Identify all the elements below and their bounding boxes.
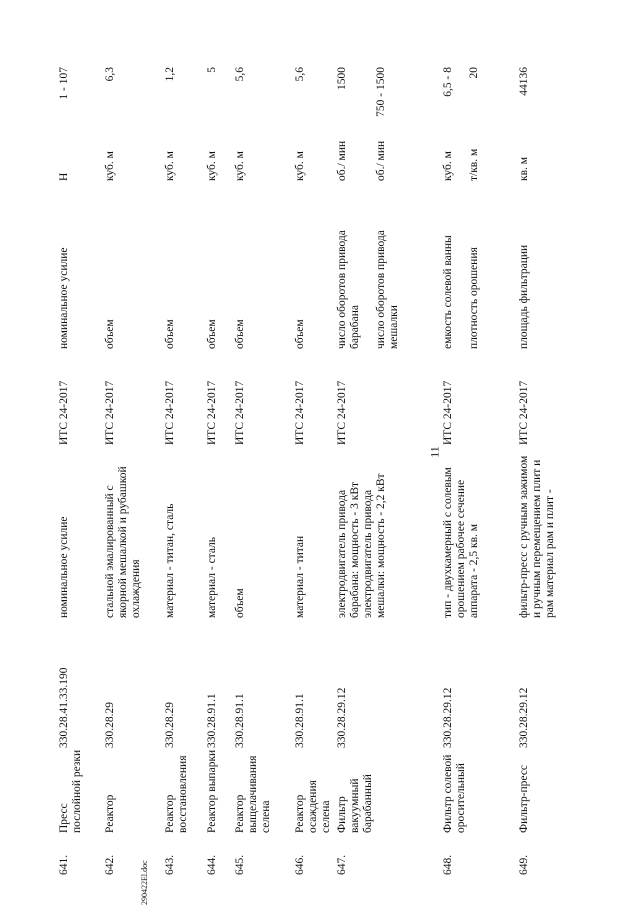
row-number: 641. (58, 854, 70, 875)
reference-doc: ИТС 24-2017 (518, 380, 530, 445)
description: электродвигатель привода барабана: мощность - 3 кВт электродвигатель привода мешалки: мощность - 2,2 кВт (336, 473, 387, 618)
value: 1,2 (164, 67, 176, 82)
okpd-code: 330.28.91.1 (206, 693, 218, 748)
equipment-name: Фильтр-пресс (518, 764, 530, 833)
value: 1 - 107 (58, 67, 70, 100)
parameter: площадь фильтрации (518, 244, 530, 349)
okpd-code: 330.28.91.1 (234, 693, 246, 748)
okpd-code: 330.28.91.1 (294, 693, 306, 748)
parameter: объем (234, 319, 246, 349)
description: материал - сталь (206, 536, 218, 618)
parameter: плотность орошения (468, 247, 480, 349)
row-number: 647. (336, 854, 348, 875)
value: 5 (206, 67, 218, 73)
okpd-code: 330.28.41.33.190 (58, 667, 70, 748)
equipment-name: Реактор (104, 794, 116, 833)
equipment-name: Реактор осаждения селена (294, 780, 332, 833)
parameter: объем (164, 319, 176, 349)
value: 1500 (336, 67, 348, 90)
reference-doc: ИТС 24-2017 (164, 380, 176, 445)
unit: куб. м (294, 151, 306, 181)
unit: куб. м (164, 151, 176, 181)
unit: куб. м (104, 151, 116, 181)
reference-doc: ИТС 24-2017 (336, 380, 348, 445)
parameter: номинальное усилие (58, 247, 70, 349)
value: 6,5 - 8 (442, 67, 454, 97)
reference-doc: ИТС 24-2017 (234, 380, 246, 445)
row-number: 645. (234, 854, 246, 875)
parameter: объем (206, 319, 218, 349)
equipment-name: Реактор выщелачивания селена (234, 755, 272, 833)
row-number: 649. (518, 854, 530, 875)
description: фильтр-пресс с ручным зажимом и ручным перемещением плит и рам материал рам и плит - (518, 455, 556, 618)
unit: об./ мин (375, 140, 387, 181)
unit: кв. м (518, 156, 530, 181)
reference-doc: ИТС 24-2017 (442, 380, 454, 445)
okpd-code: 330.28.29.12 (518, 687, 530, 748)
value: 5,6 (294, 67, 306, 82)
description: материал - титан (294, 535, 306, 618)
value: 44136 (518, 67, 530, 96)
value: 20 (468, 67, 480, 79)
reference-doc: ИТС 24-2017 (58, 380, 70, 445)
description: номинальное усилие (58, 516, 70, 618)
unit: об./ мин (336, 140, 348, 181)
parameter: емкость солевой ванны (442, 235, 454, 349)
reference-doc: ИТС 24-2017 (294, 380, 306, 445)
unit: куб. м (206, 151, 218, 181)
parameter: число оборотов привода барабана (336, 230, 361, 349)
value: 6,3 (104, 67, 116, 82)
parameter: число оборотов привода мешалки (375, 230, 400, 349)
value: 5,6 (234, 67, 246, 82)
page-number: 11 (427, 446, 442, 458)
equipment-name: Реактор выпарки (206, 749, 218, 833)
unit: т/кв. м (468, 148, 480, 181)
reference-doc: ИТС 24-2017 (206, 380, 218, 445)
parameter: объем (294, 319, 306, 349)
unit: Н (58, 172, 70, 181)
rotated-table (58, 67, 578, 875)
row-number: 644. (206, 854, 218, 875)
reference-doc: ИТС 24-2017 (104, 380, 116, 445)
unit: куб. м (442, 151, 454, 181)
row-number: 642. (104, 854, 116, 875)
okpd-code: 330.28.29 (164, 702, 176, 748)
description: стальной эмалированный с якорной мешалкой и рубашкой охлаждения (104, 466, 142, 618)
okpd-code: 330.28.29 (104, 702, 116, 748)
row-number: 643. (164, 854, 176, 875)
equipment-name: Пресс послойной резки (58, 749, 83, 833)
description: тип - двухкамерный с солевым орошением рабочее сечение аппарата - 2,5 кв. м (442, 467, 480, 618)
value: 750 - 1500 (375, 67, 387, 117)
okpd-code: 330.28.29.12 (336, 687, 348, 748)
unit: куб. м (234, 151, 246, 181)
equipment-name: Реактор восстановления (164, 755, 189, 833)
row-number: 646. (294, 854, 306, 875)
okpd-code: 330.28.29.12 (442, 687, 454, 748)
description: материал - титан, сталь (164, 503, 176, 618)
row-number: 648. (442, 854, 454, 875)
description: объем (234, 588, 246, 618)
equipment-name: Фильтр солевой оросительный (442, 754, 467, 833)
parameter: объем (104, 319, 116, 349)
equipment-name: Фильтр вакуумный барабанный (336, 774, 374, 833)
file-name: 290422El.doc (140, 860, 149, 905)
